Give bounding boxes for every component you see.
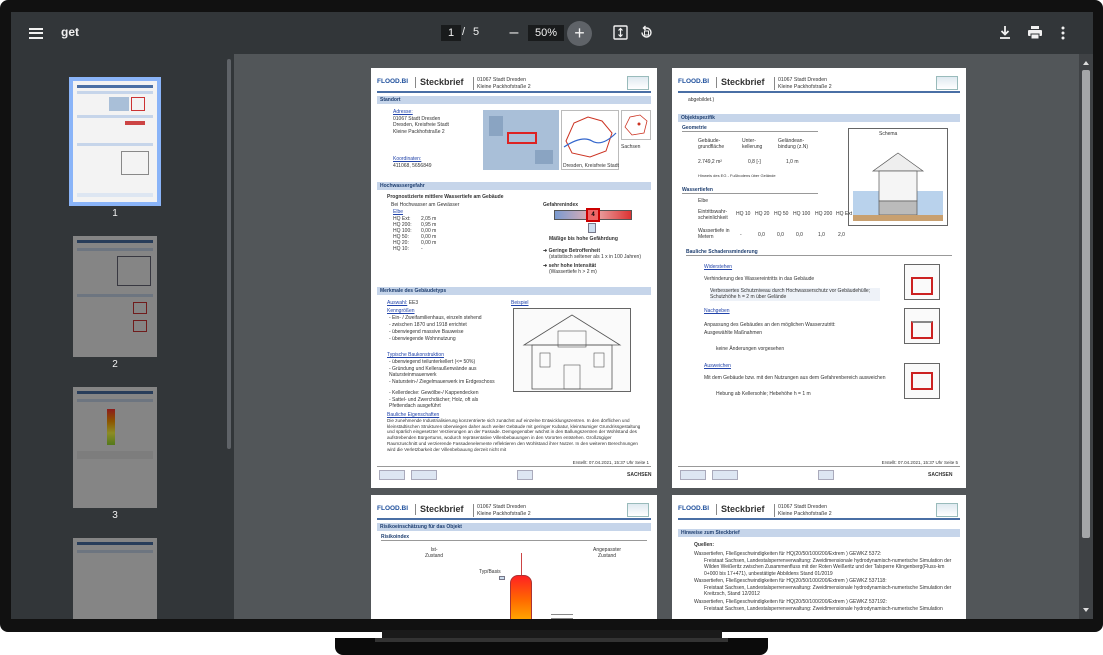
schema-box <box>848 128 948 226</box>
section-mitigation: Bauliche Schadensminderung <box>686 248 952 256</box>
pdf-page-2 <box>672 68 966 488</box>
flood-bi-logo: FLOOD.BI <box>377 78 409 85</box>
page-header <box>678 74 960 93</box>
document-area <box>234 54 1093 619</box>
scroll-down-icon[interactable] <box>1083 608 1089 612</box>
geo-header: Unter-kellerung <box>742 138 763 151</box>
more-vert-icon[interactable] <box>1056 24 1070 41</box>
agency-logo <box>627 76 649 90</box>
hq-row: HQ Ext: 2,05 m <box>393 216 437 222</box>
section-notes: Hinweise zum Steckbrief <box>678 529 960 537</box>
viewer-toolbar <box>11 12 1093 54</box>
source-item: Wassertiefen, Fließgeschwindigkeiten für HQ(20/50/100/200/Extrem ) GEWKZ 5372: <box>694 551 882 557</box>
page-number-input[interactable]: 1 <box>441 25 461 41</box>
hq-table <box>393 216 463 252</box>
thumbnail-sidebar <box>11 54 234 619</box>
doc-type: Steckbrief <box>415 504 464 515</box>
props-text: Die zunehmende Industrialisierung konzentrierte sich zunächst auf einzelne Entwicklungszentren. In den dörflichen und kleinstädtischen Strukturen überwiegen daher auch weiter Gebäude mit geringer Kubatur, kleinräumiger Grundrissgestaltung und spärlich eingesetzter Verzierungen an der Fassade. Demgegenüber wächst in den Ballungszentren der Wohlstand des aufstrebenden Bürgertums, wodurch repräsentative Villenbebauungen in den Vororten entstehen. Großzügiger Raumzuschnitt und verzierende Fassadenelemente reflektieren den Wohlstand ihrer Nutzer. In den weiteren Berechnungen wird die Verletzbarkeit der Villenbebauung derzeit nicht mit <box>387 418 641 452</box>
document-title: get <box>61 25 79 39</box>
m2-text2: Ausgewählte Maßnahmen <box>704 330 763 336</box>
section-specific: Objektspezifik <box>678 114 960 122</box>
document-scrollbar[interactable] <box>1079 54 1093 619</box>
bullet1-text: (statistisch seltener als 1 x in 100 Jahren) <box>549 254 641 260</box>
construction-item: - Naturstein-/ Ziegelmauerwerk im Erdgeschoss <box>389 379 495 385</box>
source-item: Freistaat Sachsen, Landestalsperrenverwaltung: Zweidimensionale hydrodynamisch-numerische Simulation der Wilden Weißeritz zwischen Zusammenfluss mit der Roten Weißeritz und der Talsperre Klingenberg(Fluss-km 0+000 bis 17+471), unbestätigte Abbildens Stand 01/2019 <box>704 558 952 577</box>
feature-item: - überwiegende Wohnnutzung <box>389 336 456 342</box>
page-header <box>377 501 651 520</box>
coords-value: 411068, 5656849 <box>393 163 432 169</box>
water-col: HQ Ext <box>836 211 853 217</box>
zoom-level-input[interactable]: 50% <box>528 25 564 41</box>
arrow-icon <box>499 576 505 580</box>
thumbnail-label-3: 3 <box>112 510 118 521</box>
agency-logo <box>936 503 958 517</box>
geo-value: 2.749,2 m² <box>698 159 722 165</box>
hazard-index-value: 4 <box>586 208 600 222</box>
map-label-sachsen: Sachsen <box>621 144 641 150</box>
water-value: - <box>740 232 742 238</box>
up-arrow-icon <box>588 223 596 233</box>
doc-type: Steckbrief <box>716 77 765 88</box>
water-col: HQ 200 <box>815 211 833 217</box>
water-label: Wassertiefen <box>682 186 818 194</box>
footer-logo <box>517 470 533 480</box>
address-label: Adresse: <box>393 109 413 115</box>
m1-text: Verhinderung des Wassereintritts in das Gebäude <box>704 276 815 282</box>
water-col: HQ 10 <box>736 211 751 217</box>
rotate-icon[interactable] <box>638 24 655 41</box>
thumbnail-label-1: 1 <box>112 208 118 219</box>
source-item: Freistaat Sachsen, Landestalsperrenverwaltung: Zweidimensionale hydrodynamisch-numerische Simulation <box>704 606 943 612</box>
agency-logo <box>627 503 649 517</box>
river-name: Elbe <box>393 209 404 215</box>
footer-logo <box>818 470 834 480</box>
water-river: Elbe <box>698 198 709 204</box>
footer-logo <box>379 470 405 480</box>
agency-logo <box>936 76 958 90</box>
col-angepasst: Angepasster Zustand <box>593 547 622 560</box>
geo-note: Hinweis des EG - Fußbodens über Gelände <box>698 173 776 178</box>
menu-icon[interactable] <box>25 23 47 43</box>
m3-title: Ausweichen <box>704 363 731 369</box>
header-address: 01067 Stadt Dresden Kleine Packhofstraße 2 <box>473 77 531 90</box>
feature-item: - überwiegend massive Bauweise <box>389 329 464 335</box>
construction-item: - überwiegend teilunterkellert (<= 50%) <box>389 359 476 365</box>
section-risk: Risikoeinschätzung für das Objekt <box>377 523 651 531</box>
bullet1-title: ➜ Geringe Betroffenheit <box>543 248 600 254</box>
page-separator: / <box>462 26 466 38</box>
doc-type: Steckbrief <box>415 77 464 88</box>
flood-bi-logo: FLOOD.BI <box>678 78 710 85</box>
page-footer <box>377 460 652 482</box>
state-map <box>621 110 651 140</box>
water-col: HQ 100 <box>793 211 811 217</box>
hq-row: HQ 200: 0,95 m <box>393 222 437 228</box>
m1-measure: Verbessertes Schutzniveau durch Hochwasserschutz vor Gebäudehülle; Schutzhöhe h = 2 m über Gelände <box>710 288 880 301</box>
flood-bi-logo: FLOOD.BI <box>678 505 710 512</box>
construction-item: - Kellerdecke: Gewölbe-/ Kappendecken <box>389 390 479 396</box>
pdf-page-3 <box>371 495 657 619</box>
header-address: 01067 Stadt Dresden Kleine Packhofstraße 2 <box>774 504 832 517</box>
example-label: Beispiel <box>511 300 529 306</box>
scrollbar-thumb[interactable] <box>1082 70 1090 538</box>
map-label-dresden: Dresden, Kreisfreie Stadt <box>563 163 619 169</box>
feature-item: - Ein- / Zweifamilienhaus, einzeln stehend <box>389 315 482 321</box>
footer-sachsen: SACHSEN <box>928 472 953 478</box>
sidebar-scrollbar[interactable] <box>227 59 231 449</box>
thumbnail-page-4[interactable] <box>73 538 157 619</box>
section-flood: Hochwassergefahr <box>377 182 651 190</box>
section-building: Merkmale des Gebäudetyps <box>377 287 651 295</box>
water-value: 1,0 <box>818 232 825 238</box>
geo-value: 1,0 m <box>786 159 799 165</box>
page-total: 5 <box>473 26 480 38</box>
m1-icon <box>904 264 940 300</box>
m1-title: Widerstehen <box>704 264 733 270</box>
water-value: 0,0 <box>777 232 784 238</box>
bullet2-text: (Wassertiefe h > 2 m) <box>549 269 597 275</box>
thumbnail-page-2[interactable] <box>73 236 157 357</box>
monitor-base <box>335 638 768 655</box>
aerial-map <box>483 110 559 170</box>
m3-text: Mit dem Gebäude bzw. mit den Nutzungen aus dem Gefahrenbereich ausweichen <box>704 375 886 381</box>
header-address: 01067 Stadt Dresden Kleine Packhofstraße 2 <box>473 504 531 517</box>
m2-text: Anpassung des Gebäudes an den möglichen Wasserzutritt: <box>704 322 836 328</box>
resize-handle[interactable] <box>551 614 573 619</box>
zoom-in-button[interactable]: + <box>567 21 592 46</box>
thumbnail-page-3[interactable] <box>73 387 157 508</box>
geo-header: Gebäude-grundfläche <box>698 138 725 151</box>
print-icon[interactable] <box>1026 24 1044 41</box>
construction-item: - Gründung und Kelleraußenwände aus Natursteinmauerwerk <box>389 366 477 379</box>
m3-icon <box>904 363 940 399</box>
footer-created: Erstellt: 07.04.2021, 15:37 Uhr Seite 1 <box>572 460 649 465</box>
water-col: HQ 50 <box>774 211 789 217</box>
water-value: 2,0 <box>838 232 845 238</box>
water-value: 0,0 <box>758 232 765 238</box>
hq-row: HQ 10: - <box>393 246 423 252</box>
construction-item: - Sattel- und Zwerchdächer; Holz, oft als Pfettendach ausgeführt <box>389 397 479 410</box>
schema-label: Schema <box>879 131 898 137</box>
zoom-out-button[interactable]: – <box>509 24 519 41</box>
risk-thermometer <box>510 575 532 619</box>
thumbnail-label-2: 2 <box>112 359 118 370</box>
footer-logo <box>411 470 437 480</box>
m2-measure: keine Änderungen vorgesehen <box>716 346 785 352</box>
pdf-viewer <box>11 12 1093 619</box>
fit-page-icon[interactable] <box>612 24 629 41</box>
thumbnail-page-1[interactable] <box>73 81 157 202</box>
construction-label: Typische Baukonstruktion <box>387 352 444 358</box>
typ-label: Typ/Basis <box>479 569 501 575</box>
geo-value: 0,8 [-] <box>748 159 761 165</box>
footer-logo <box>712 470 738 480</box>
type-selection: Auswahl: EE3 <box>387 300 419 306</box>
index-caption: Mäßige bis hohe Gefährdung <box>549 236 618 242</box>
page-footer <box>678 460 960 482</box>
footer-sachsen: SACHSEN <box>627 472 652 478</box>
geometry-label: Geometrie <box>682 124 818 132</box>
building-drawing <box>513 308 631 392</box>
coords-label: Koordinaten: <box>393 156 422 162</box>
flood-near: Bei Hochwasser am Gewässer <box>391 202 460 208</box>
source-item: Wassertiefen, Fließgeschwindigkeiten für HQ(20/50/100/200/Extrem ) GEWKZ 537192: <box>694 599 887 605</box>
download-icon[interactable] <box>996 24 1013 41</box>
geo-header: Geländean-bindung (z.N) <box>778 138 809 151</box>
source-item: Wassertiefen, Fließgeschwindigkeiten für HQ(20/50/100/200/Extrem ) GEWKZ 537118: <box>694 578 887 584</box>
features-label: Kenngrößen <box>387 308 415 314</box>
flood-bi-logo: FLOOD.BI <box>377 505 409 512</box>
flood-subtitle: Prognostizierte mittlere Wassertiefe am Gebäude <box>387 194 504 200</box>
hq-row: HQ 20: 0,00 m <box>393 240 437 246</box>
m2-title: Nachgeben <box>704 308 730 314</box>
address-text: 01067 Stadt Dresden Dresden, Kreisfreie Stadt Kleine Packhofstraße 2 <box>393 116 449 135</box>
hq-row: HQ 100: 0,00 m <box>393 228 437 234</box>
source-item: Freistaat Sachsen, Landestalsperrenverwaltung: Zweidimensionale hydrodynamisch-numerische Simulation der Kreitzsch, Stand 12/2012 <box>704 585 952 598</box>
doc-type: Steckbrief <box>716 504 765 515</box>
page-header <box>678 501 960 520</box>
scroll-up-icon[interactable] <box>1083 61 1089 65</box>
footer-logo <box>680 470 706 480</box>
m3-measure: Hebung ab Kellersohle; Hebehöhe h = 1 m <box>716 391 811 397</box>
section-location: Standort <box>377 96 651 104</box>
header-address: 01067 Stadt Dresden Kleine Packhofstraße 2 <box>774 77 832 90</box>
sub-risk-index: Risikoindex <box>381 533 647 541</box>
pdf-page-4 <box>672 495 966 619</box>
bullet2-title: ➜ sehr hohe Intensität <box>543 263 597 269</box>
props-label: Bauliche Eigenschaften <box>387 412 440 418</box>
sources-label: Quellen: <box>694 542 715 548</box>
m2-icon <box>904 308 940 344</box>
top-text: abgebildet.) <box>688 97 715 103</box>
page-header <box>377 74 651 93</box>
footer-created: Erstellt: 07.04.2021, 15:37 Uhr Seite 5 <box>881 460 958 465</box>
pdf-page-1 <box>371 68 657 488</box>
water-row2-label: Wassertiefe in Metern <box>698 228 730 241</box>
water-value: 0,0 <box>796 232 803 238</box>
col-ist: Ist- Zustand <box>425 547 444 560</box>
city-map <box>561 110 619 170</box>
water-row1-label: Eintrittswahr-scheinlichkeit <box>698 209 728 222</box>
water-col: HQ 20 <box>755 211 770 217</box>
feature-item: - zwischen 1870 und 1918 errichtet <box>389 322 467 328</box>
index-title: Gefahrenindex <box>543 202 579 208</box>
hq-row: HQ 50: 0,00 m <box>393 234 437 240</box>
